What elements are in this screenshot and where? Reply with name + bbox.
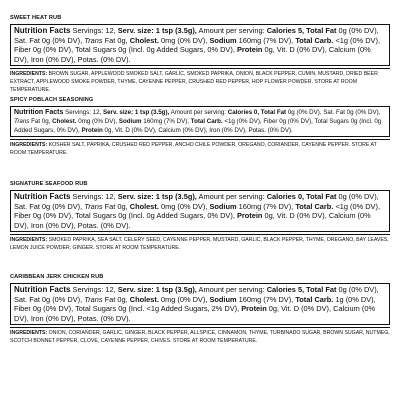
trans-fat-label: Trans: [14, 118, 30, 125]
trans-fat-label: Trans: [84, 35, 103, 45]
sodium-label: Sodium: [209, 35, 237, 45]
total-fat-value: 0g (0% DV),: [338, 26, 379, 35]
servings: Servings: 12,: [72, 26, 116, 35]
nutrition-facts-heading: Nutrition Facts: [14, 109, 64, 116]
trans-fat-value: Fat 0g,: [31, 118, 51, 125]
cholesterol-value: 0mg (0% DV),: [160, 35, 208, 45]
nutrition-facts-panel: [10, 106, 390, 137]
servings: Servings: 12,: [65, 109, 102, 116]
total-fat-label: Total Fat: [306, 285, 337, 294]
nutrition-facts-panel: [10, 24, 390, 66]
sodium-value: 160mg (7% DV),: [143, 118, 190, 125]
calories: Calories 5,: [266, 26, 305, 35]
ingredients: [10, 327, 390, 345]
serving-size: Serv. size: 1 tsp (3.5g),: [117, 26, 197, 35]
total-fat-value: 0g (0% DV), Sat. Fat 0g (0% DV),: [14, 285, 379, 304]
cholesterol-label: Cholest.: [52, 118, 77, 125]
sodium-value: 160mg (7% DV),: [238, 294, 294, 304]
serving-size: Serv. size: 1 tsp (3.5g),: [102, 109, 170, 116]
serving-size: Serv. size: 1 tsp (3.5g),: [117, 192, 197, 201]
ingredients: [10, 234, 390, 252]
total-fat-label: Total Fat: [306, 192, 337, 201]
total-fat-label: Total Fat: [306, 26, 337, 35]
protein-value: 0g, Vit. D (0% DV), Calcium (0% DV), Iron (0% DV), Potas. (0% DV).: [14, 45, 371, 64]
protein-value: 0g, Vit. D (0% DV), Calcium (0% DV), Iron (0% DV), Potas. (0% DV).: [14, 304, 376, 323]
product-caribbean-jerk-chicken-rub: [10, 274, 390, 346]
cholesterol-value: 0mg (0% DV),: [160, 294, 208, 304]
total-carb-value: <1g (0% DV), Fiber 0g (0% DV), Total Sugars 0g (Incl. 0g Added Sugars, 0% DV),: [14, 201, 381, 221]
ingredients-label: INGREDIENTS:: [10, 330, 48, 337]
nutrition-facts-panel: [10, 190, 390, 232]
serving-size: Serv. size: 1 tsp (3.5g),: [117, 285, 197, 294]
nutrition-facts-heading: Nutrition Facts: [14, 192, 71, 201]
total-fat-value: 0g (0% DV), Sat. Fat 0g (0% DV),: [287, 109, 381, 116]
product-title: SWEET HEAT RUB: [10, 15, 62, 21]
trans-fat-value: Fat 0g,: [104, 35, 128, 45]
ingredients-list: SMOKED PAPRIKA, SEA SALT, CELERY SEED, CAYENNE PEPPER, MUSTARD, GARLIC, BLACK PEPPER, THYME, OREGANO, BAY LEAVES, LEMON JUICE POWDER, GINGER. STORE AT ROOM TEMPERATURE.: [10, 237, 389, 251]
sodium-label: Sodium: [209, 201, 237, 211]
amount-per-serving-label: Amount per serving:: [198, 192, 265, 201]
total-fat-value: 0g (0% DV), Sat. Fat 0g (0% DV),: [14, 192, 379, 211]
servings: Servings: 12,: [72, 285, 116, 294]
ingredients-list: KOSHER SALT, PAPRIKA, CRUSHED RED PEPPER, ANCHO CHILE POWDER, OREGANO, CORIANDER, CAYENNE PEPPER. STORE AT ROOM TEMPERATURE.: [10, 142, 377, 156]
total-carb-value: <1g (0% DV), Fiber 0g (0% DV), Total Sugars 0g (Incl. 0g Added Sugars, 0% DV),: [14, 118, 382, 134]
ingredients-label: INGREDIENTS:: [10, 142, 48, 148]
protein-label: Protein: [236, 45, 263, 55]
trans-fat-label: Trans: [84, 201, 103, 211]
protein-label: Protein: [241, 304, 267, 314]
product-title: SIGNATURE SEAFOOD RUB: [10, 181, 88, 187]
product-signature-seafood-rub: [10, 181, 390, 253]
ingredients-label: INGREDIENTS:: [10, 237, 48, 244]
total-carb-label: Total Carb.: [295, 294, 334, 304]
protein-value: 0g, Vit. D (0% DV), Calcium (0% DV), Iron (0% DV), Potas. (0% DV).: [104, 127, 293, 134]
nutrition-facts-panel: [10, 283, 390, 325]
protein-value: 0g, Vit. D (0% DV), Calcium (0% DV), Iron (0% DV), Potas. (0% DV).: [14, 211, 371, 230]
cholesterol-value: 0mg (0% DV),: [160, 201, 208, 211]
amount-per-serving-label: Amount per serving:: [198, 285, 265, 294]
trans-fat-value: Fat 0g,: [104, 294, 128, 304]
product-sweet-heat-rub: [10, 15, 390, 94]
protein-label: Protein: [81, 127, 103, 134]
calories: Calories 5,: [266, 285, 305, 294]
ingredients-label: INGREDIENTS:: [10, 71, 48, 78]
sodium-label: Sodium: [209, 294, 237, 304]
cholesterol-label: Cholest.: [129, 294, 159, 304]
amount-per-serving-label: Amount per serving:: [170, 109, 227, 116]
total-fat-label: Total Fat: [260, 109, 287, 116]
ingredients-list: ONION, CORIANDER, GARLIC, GINGER, BLACK PEPPER, ALLSPICE, CINNAMON, THYME, TURBINADO SUGAR, BROWN SUGAR, NUTMEG, SCOTCH BONNET PEPPER, CLOVE, CAYENNE PEPPER, CHIVES. STORE AT ROOM TEMPERATURE.: [10, 330, 390, 344]
total-carb-label: Total Carb.: [190, 118, 223, 125]
calories: Calories 0,: [266, 192, 305, 201]
cholesterol-label: Cholest.: [129, 35, 159, 45]
product-spicy-poblach-seasoning: [10, 97, 390, 157]
cholesterol-value: 0mg (0% DV),: [78, 118, 118, 125]
trans-fat-value: Fat 0g,: [104, 201, 128, 211]
calories: Calories 0,: [227, 109, 260, 116]
total-carb-label: Total Carb.: [295, 35, 334, 45]
nutrition-facts-heading: Nutrition Facts: [14, 285, 71, 294]
ingredients-list: BROWN SUGAR, APPLEWOOD SMOKED SALT, GARLIC, SMOKED PAPRIKA, ONION, BLACK PEPPER, CUMIN, MUSTARD, DRIED BEER EXTRACT, APPLEWOOD SMOKE POWDER, THYME, CAYENNE PEPPER, CRUSHED RED PEPPER, HOP FLOWER POWDER. STORE AT ROOM TEMPERATURE.: [10, 71, 378, 93]
protein-label: Protein: [236, 211, 263, 221]
product-title: SPICY POBLACH SEASONING: [10, 97, 94, 103]
ingredients: [10, 139, 390, 157]
nutrition-facts-heading: Nutrition Facts: [14, 26, 71, 35]
cholesterol-label: Cholest.: [129, 201, 159, 211]
sodium-value: 160mg (7% DV),: [238, 201, 294, 211]
saturated-fat: Sat. Fat 0g (0% DV),: [14, 35, 83, 45]
trans-fat-label: Trans: [84, 294, 103, 304]
servings: Servings: 12,: [72, 192, 116, 201]
total-carb-value: <1g (0% DV), Fiber 0g (0% DV), Total Sugars 0g (Incl. 0g Added Sugars, 0% DV),: [14, 35, 381, 55]
total-carb-label: Total Carb.: [295, 201, 334, 211]
product-title: CARIBBEAN JERK CHICKEN RUB: [10, 274, 104, 280]
sodium-value: 160mg (7% DV),: [238, 35, 294, 45]
amount-per-serving-label: Amount per serving:: [198, 26, 265, 35]
total-carb-value: 1g (0% DV), Fiber 0g (0% DV), Total Sugars 0g (Incl. <1g Added Sugars, 2% DV),: [14, 294, 376, 314]
ingredients: [10, 68, 390, 94]
sodium-label: Sodium: [118, 118, 142, 125]
